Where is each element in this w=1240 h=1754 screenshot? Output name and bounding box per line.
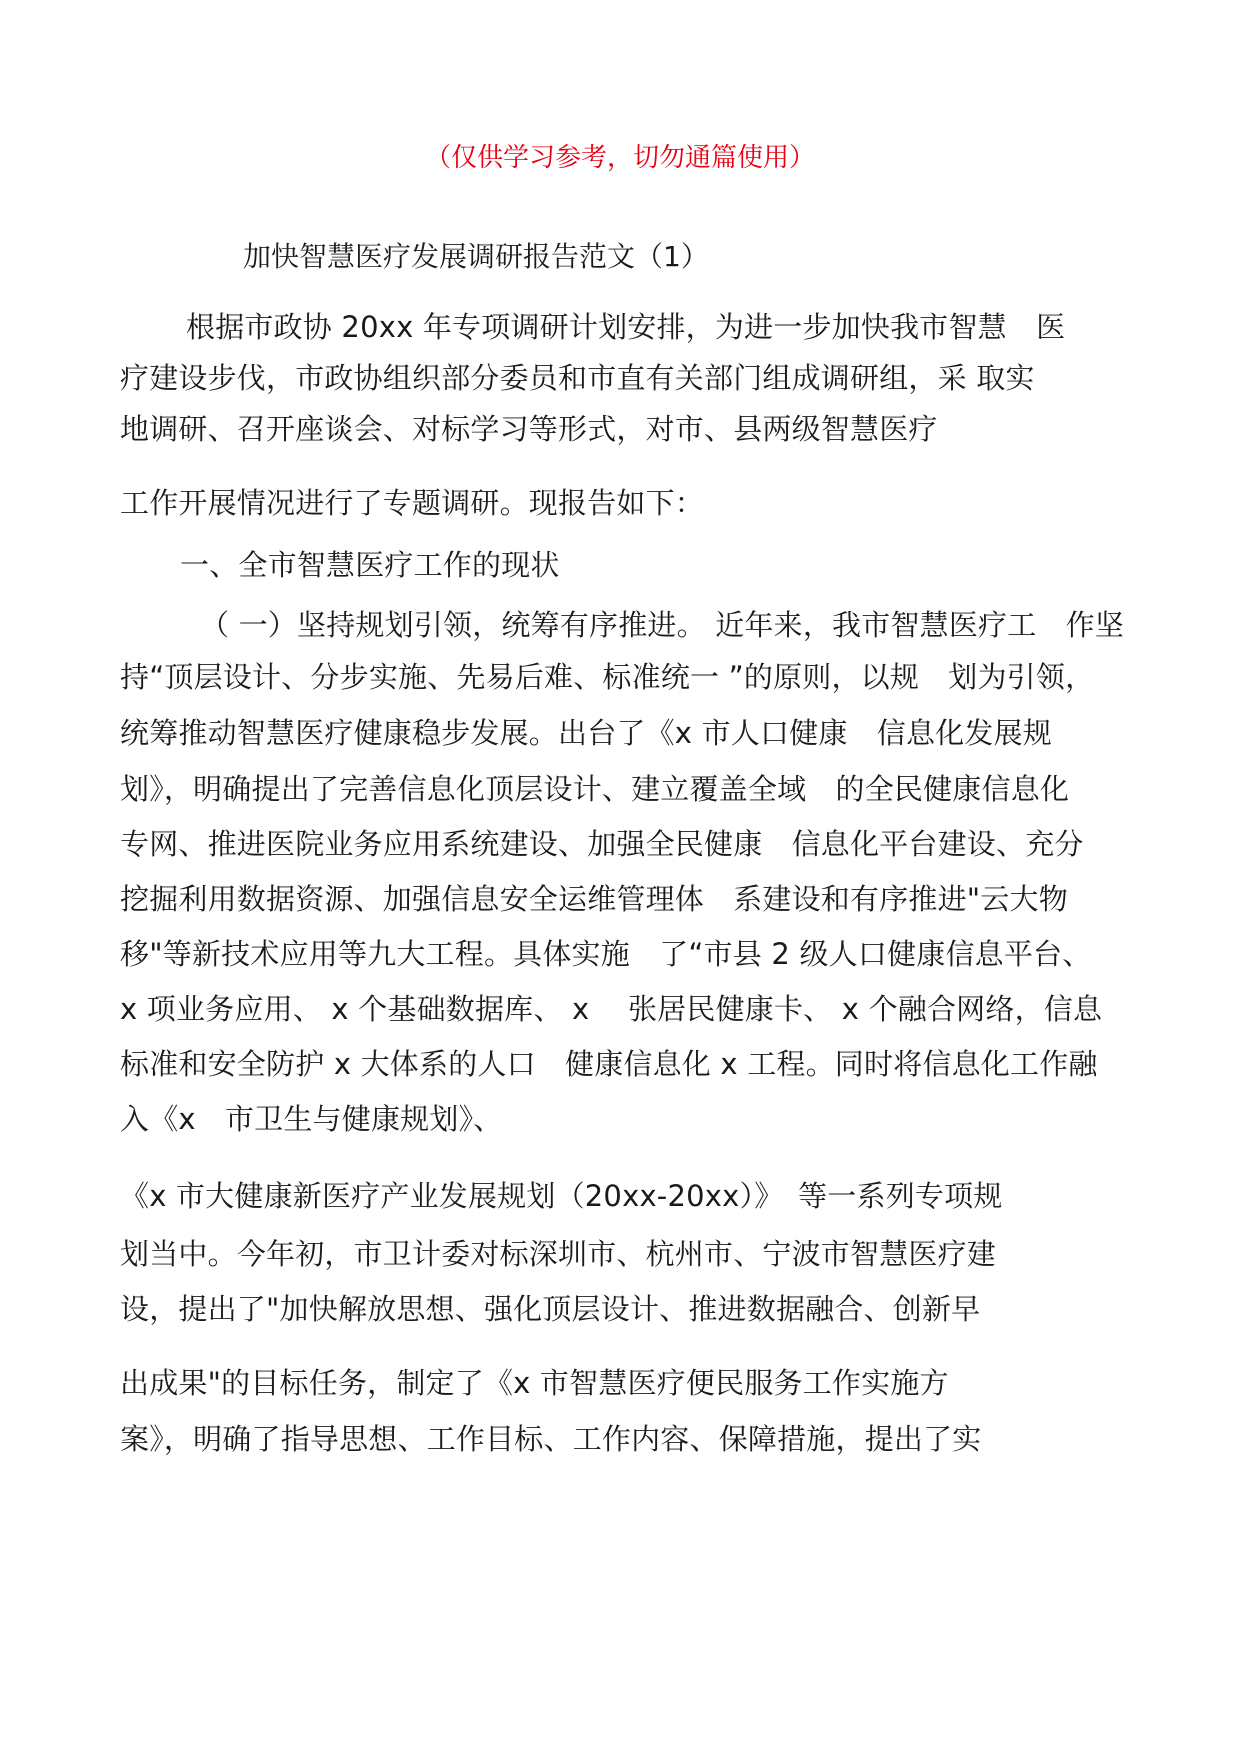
body-line: 标准和安全防护 x 大体系的人口 健康信息化 x 工程。同时将信息化工作融 xyxy=(120,1047,1098,1081)
body-line: 出成果"的目标任务，制定了《x 市智慧医疗便民服务工作实施方 xyxy=(120,1366,949,1400)
body-line: 根据市政协 20xx 年专项调研计划安排，为进一步加快我市智慧 医 xyxy=(186,310,1066,344)
body-line: 疗建设步伐，市政协组织部分委员和市直有关部门组成调研组，采 取实 xyxy=(120,361,1035,395)
body-line: 移"等新技术应用等九大工程。具体实施 了“市县 2 级人口健康信息平台、 xyxy=(120,937,1092,971)
body-line: 专网、推进医院业务应用系统建设、加强全民健康 信息化平台建设、充分 xyxy=(120,827,1084,861)
body-line: 统筹推动智慧医疗健康稳步发展。出台了《x 市人口健康 信息化发展规 xyxy=(120,716,1052,750)
section-heading: 一、全市智慧医疗工作的现状 xyxy=(180,548,560,582)
body-line: 入《x 市卫生与健康规划》、 xyxy=(120,1102,503,1136)
body-line: 地调研、召开座谈会、对标学习等形式，对市、县两级智慧医疗 xyxy=(120,412,938,446)
body-line: （ 一）坚持规划引领，统筹有序推进。 近年来，我市智慧医疗工 作坚 xyxy=(200,608,1125,642)
reference-notice: （仅供学习参考，切勿通篇使用） xyxy=(424,143,815,173)
body-line: 案》，明确了指导思想、工作目标、工作内容、保障措施，提出了实 xyxy=(120,1422,982,1456)
body-line: 工作开展情况进行了专题调研。现报告如下： xyxy=(120,486,705,520)
body-line: 划当中。今年初，市卫计委对标深圳市、杭州市、宁波市智慧医疗建 xyxy=(120,1237,997,1271)
body-line: 划》，明确提出了完善信息化顶层设计、建立覆盖全域 的全民健康信息化 xyxy=(120,772,1070,806)
document-title: 加快智慧医疗发展调研报告范文（1） xyxy=(243,240,709,273)
body-line: 挖掘利用数据资源、加强信息安全运维管理体 系建设和有序推进"云大物 xyxy=(120,882,1068,916)
body-line: 设，提出了"加快解放思想、强化顶层设计、推进数据融合、创新早 xyxy=(120,1292,981,1326)
body-line: x 项业务应用、 x 个基础数据库、 x 张居民健康卡、 x 个融合网络，信息 xyxy=(120,992,1103,1026)
body-line: 《x 市大健康新医疗产业发展规划（20xx-20xx）》 等一系列专项规 xyxy=(120,1179,1003,1213)
body-line: 持“顶层设计、分步实施、先易后难、标准统一 ”的原则，以规 划为引领， xyxy=(120,660,1095,694)
